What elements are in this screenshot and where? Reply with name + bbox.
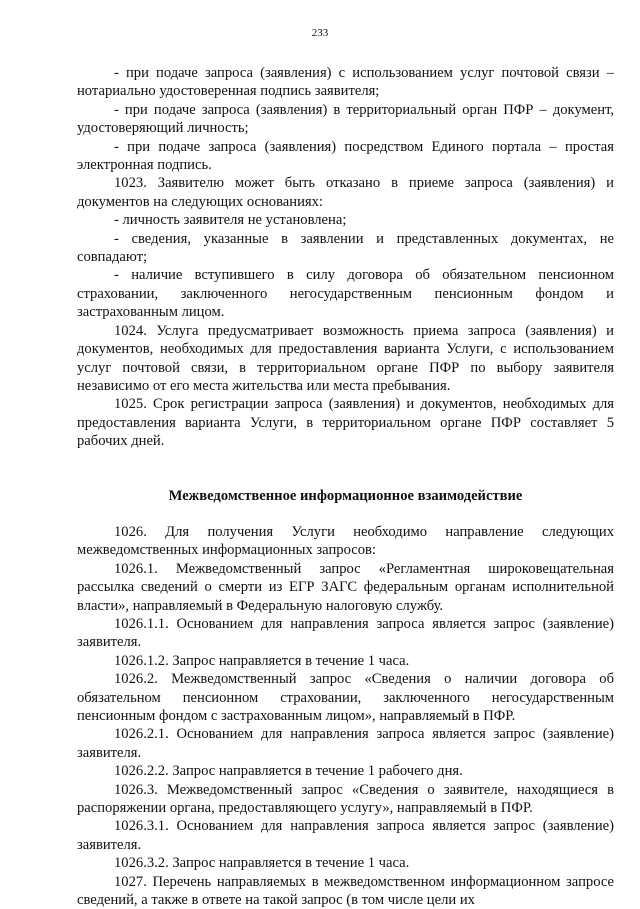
paragraph-1026-1: 1026.1. Межведомственный запрос «Регламентная широковещательная рассылка сведений о смерти из ЕГР ЗАГС федеральным органам исполнительной власти», направляемый в Федеральную налоговую службу. (77, 560, 614, 614)
paragraph-1026-1-2: 1026.1.2. Запрос направляется в течение 1 часа. (114, 652, 410, 669)
paragraph-1024: 1024. Услуга предусматривает возможность приема запроса (заявления) и документов, необходимых для предоставления варианта Услуги, с использованием услуг почтовой связи, в территориальном органе ПФР по выбору заявителя независимо от его места жительства или места пребывания. (77, 322, 614, 394)
paragraph-bullet-contract: - наличие вступившего в силу договора об обязательном пенсионном страховании, заключенного негосударственным пенсионным фондом и застрахованным лицом. (77, 267, 614, 321)
paragraph-1026-2: 1026.2. Межведомственный запрос «Сведения о наличии договора об обязательном пенсионном страховании, заключенного негосударственным пенсионным фондом с застрахованным лицом», направляемый в ПФР. (77, 671, 614, 724)
paragraph-1025: 1025. Срок регистрации запроса (заявления) и документов, необходимых для предоставления варианта Услуги, в территориальном органе ПФР составляет 5 рабочих дней. (77, 396, 614, 450)
paragraph-1026-1-1: 1026.1.1. Основанием для направления запроса является запрос (заявление) заявителя. (77, 615, 614, 651)
paragraph-1027: 1027. Перечень направляемых в межведомственном информационном запросе сведений, а также в ответе на такой запрос (в том числе цели их (77, 873, 614, 909)
paragraph-1026-3: 1026.3. Межведомственный запрос «Сведения о заявителе, находящиеся в распоряжении органа, предоставляющего услугу», направляемый в ПФР. (77, 781, 614, 817)
page-number: 233 (311, 27, 329, 39)
paragraph-bullet-pfr: - при подаче запроса (заявления) в территориальный орган ПФР – документ, удостоверяющий личность; (77, 101, 614, 137)
paragraph-bullet-postal: - при подаче запроса (заявления) с использованием услуг почтовой связи – нотариально удостоверенная подпись заявителя; (77, 65, 614, 100)
paragraph-bullet-portal: - при подаче запроса (заявления) посредством Единого портала – простая электронная подпись. (77, 138, 614, 174)
paragraph-bullet-mismatch: - сведения, указанные в заявлении и представленных документах, не совпадают; (77, 230, 614, 266)
paragraph-1026-3-1: 1026.3.1. Основанием для направления запроса является запрос (заявление) заявителя. (77, 818, 614, 853)
paragraph-1026: 1026. Для получения Услуги необходимо направление следующих межведомственных информационных запросов: (77, 523, 614, 559)
paragraph-1023: 1023. Заявителю может быть отказано в приеме запроса (заявления) и документов на следующих основаниях: (77, 175, 614, 210)
paragraph-1026-2-1: 1026.2.1. Основанием для направления запроса является запрос (заявление) заявителя. (77, 726, 614, 761)
paragraph-1026-2-2: 1026.2.2. Запрос направляется в течение 1 рабочего дня. (114, 763, 463, 780)
document-body (77, 64, 614, 909)
paragraph-1026-3-2: 1026.3.2. Запрос направляется в течение 1 часа. (114, 855, 410, 872)
paragraph-bullet-identity: - личность заявителя не установлена; (114, 212, 347, 229)
section-heading: Межведомственное информационное взаимодействие (168, 487, 523, 504)
